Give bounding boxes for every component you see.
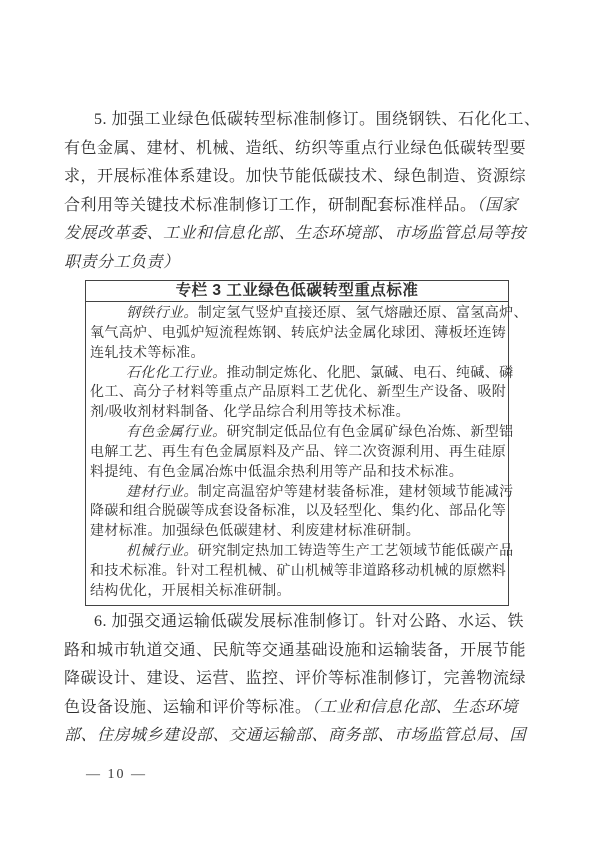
text-segment: 5. 加强工业绿色低碳转型标准制修订。围绕钢铁、石化化工、 [94, 111, 541, 128]
text-segment: 氧气高炉、电弧炉短流程炼钢、转底炉法金属化球团、薄板坯连铸 [90, 325, 507, 341]
text-line [64, 665, 532, 694]
text-segment: 6. 加强交通运输低碳发展标准制修订。针对公路、水运、铁 [94, 613, 525, 630]
text-segment: 合利用等关键技术标准制修订工作，研制配套标准样品。 [64, 196, 477, 214]
text-line [90, 364, 514, 384]
text-segment: 研究制定低品位有色金属矿绿色冶炼、新型铝 [226, 425, 514, 441]
text-segment: 和技术标准。针对工程机械、矿山机械等非道路移动机械的原燃料 [90, 563, 507, 579]
text-segment: 制定高温窑炉等建材装备标准，建材领域节能减污 [197, 484, 514, 500]
text-line [64, 135, 532, 164]
kai-text-segment: 石化化工行业。 [126, 365, 227, 381]
text-line [90, 383, 507, 403]
text-line [64, 249, 532, 278]
text-line [90, 423, 514, 443]
text-line [90, 483, 514, 503]
text-segment: 结构优化，开展相关标准研制。 [90, 583, 291, 599]
text-line [64, 694, 532, 723]
kai-text-segment: 职责分工负责） [64, 253, 180, 271]
text-segment: 求，开展标准体系建设。加快节能低碳技术、绿色制造、资源综 [64, 168, 527, 186]
box-title: 专栏 3 工业绿色低碳转型重点标准 [86, 281, 508, 302]
text-segment: 色设备设施、运输和评价等标准。 [64, 698, 312, 716]
text-segment: 研究制定热加工铸造等生产工艺领域节能低碳产品 [197, 544, 514, 560]
text-line [90, 443, 507, 463]
highlight-box-column-3 [85, 280, 528, 606]
text-segment: 降碳设计、建设、运营、监控、评价等标准制修订，完善物流绿 [64, 670, 527, 688]
text-line [90, 304, 528, 324]
text-segment: 电解工艺、再生有色金属原料及产品、锌二次资源利用、再生硅原 [90, 444, 507, 460]
text-line [64, 722, 532, 751]
kai-text-segment: （工业和信息化部、生态环境 [311, 698, 519, 716]
text-segment: 制定氢气竖炉直接还原、氢气熔融还原、富氢高炉、 [197, 306, 528, 321]
kai-text-segment: 有色金属行业。 [126, 425, 227, 441]
paragraph-5 [64, 106, 541, 278]
text-line [90, 502, 507, 522]
text-line [90, 463, 504, 483]
box-body [86, 302, 528, 605]
text-line [90, 403, 504, 423]
text-line [64, 192, 532, 221]
text-line [90, 542, 514, 562]
kai-text-segment: （国家 [476, 196, 519, 214]
text-line [64, 220, 532, 249]
text-segment: 连轧技术等标准。 [90, 345, 205, 361]
text-segment: 建材标准。加强绿色低碳建材、利废建材标准研制。 [90, 524, 421, 540]
kai-text-segment: 机械行业。 [126, 544, 198, 560]
text-line [90, 344, 504, 364]
text-line [64, 637, 532, 666]
text-line [90, 582, 504, 602]
kai-text-segment: 建材行业。 [126, 484, 198, 500]
kai-text-segment: 发展改革委、工业和信息化部、生态环境部、市场监管总局等按 [64, 225, 527, 243]
text-segment: 推动制定炼化、化肥、氯碱、电石、纯碱、磷 [226, 365, 514, 381]
page-number: — 10 — [86, 767, 147, 782]
text-segment: 化工、高分子材料等重点产品原料工艺优化、新型生产设备、吸附 [90, 385, 507, 401]
text-segment: 料提纯、有色金属冶炼中低温余热利用等产品和技术标准。 [90, 464, 464, 480]
kai-text-segment: 部、住房城乡建设部、交通运输部、商务部、市场监管总局、国 [64, 727, 527, 745]
paragraph-6 [64, 608, 532, 751]
kai-text-segment: 钢铁行业。 [126, 306, 198, 321]
text-line [64, 106, 541, 135]
text-line [90, 562, 507, 582]
text-segment: 路和城市轨道交通、民航等交通基础设施和运输装备，开展节能 [64, 641, 527, 659]
text-segment: 剂/吸收剂材料制备、化学品综合利用等技术标准。 [90, 405, 410, 421]
text-line [90, 324, 507, 344]
text-segment: 有色金属、建材、机械、造纸、纺织等重点行业绿色低碳转型要 [64, 139, 527, 157]
text-line [64, 163, 532, 192]
text-segment: 降碳和组合脱碳等成套设备标准，以及轻型化、集约化、部品化等 [90, 504, 507, 520]
text-line [90, 522, 504, 542]
text-line [64, 608, 532, 637]
